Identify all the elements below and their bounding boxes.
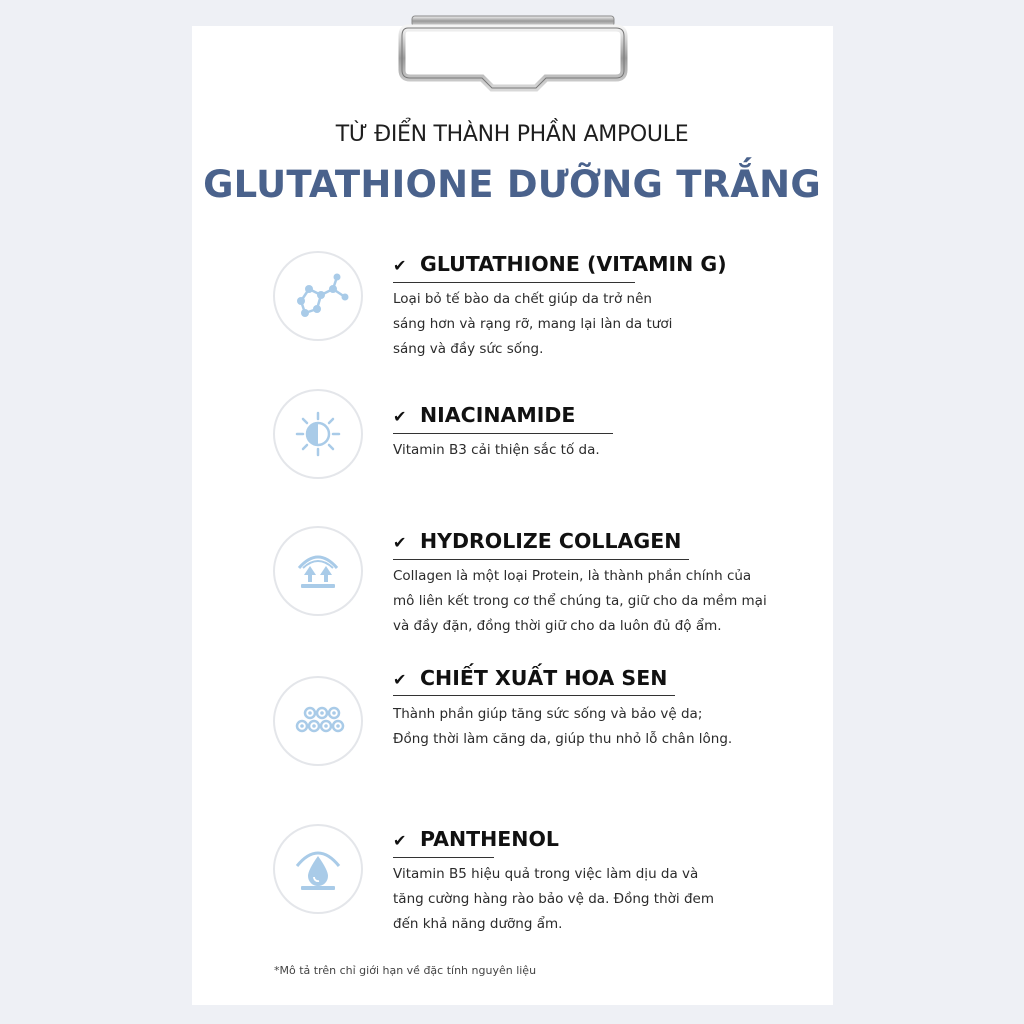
description-line: Vitamin B3 cải thiện sắc tố da.	[393, 442, 600, 458]
cells-icon	[273, 676, 363, 766]
description-line: đến khả năng dưỡng ẩm.	[393, 916, 563, 932]
page-title: GLUTATHIONE DƯỠNG TRẮNG	[203, 163, 821, 206]
description-line: Thành phần giúp tăng sức sống và bảo vệ da;	[393, 706, 703, 722]
heading-underline	[393, 857, 494, 858]
molecule-icon	[273, 251, 363, 341]
ingredient-name-text: GLUTATHIONE (VITAMIN G)	[420, 252, 727, 276]
page-subtitle: TỪ ĐIỂN THÀNH PHẦN AMPOULE	[335, 122, 689, 147]
skin-lift-icon	[273, 526, 363, 616]
description-line: Đồng thời làm căng da, giúp thu nhỏ lỗ chân lông.	[393, 731, 733, 747]
check-icon: ✔	[393, 831, 407, 850]
ingredient-description	[393, 287, 833, 362]
clipboard-clip-icon	[398, 14, 628, 92]
ingredient-name-text: HYDROLIZE COLLAGEN	[420, 529, 682, 553]
ingredient-name	[393, 403, 575, 427]
description-line: mô liên kết trong cơ thể chúng ta, giữ cho da mềm mại	[393, 593, 767, 609]
description-line: Collagen là một loại Protein, là thành phần chính của	[393, 568, 752, 584]
ingredient-name-text: NIACINAMIDE	[420, 403, 576, 427]
ingredient-name	[393, 666, 667, 690]
description-line: tăng cường hàng rào bảo vệ da. Đồng thời đem	[393, 891, 714, 907]
description-line: Loại bỏ tế bào da chết giúp da trở nên	[393, 291, 652, 307]
heading-underline	[393, 282, 635, 283]
ingredient-name	[393, 252, 727, 276]
ingredient-description	[393, 862, 833, 937]
ingredient-name	[393, 529, 681, 553]
water-drop-shield-icon	[273, 824, 363, 914]
ingredient-name-text: CHIẾT XUẤT HOA SEN	[420, 666, 668, 690]
ingredient-name-text: PANTHENOL	[420, 827, 559, 851]
check-icon: ✔	[393, 256, 407, 275]
description-line: và đầy đặn, đồng thời giữ cho da luôn đủ độ ẩm.	[393, 618, 722, 634]
description-line: sáng hơn và rạng rỡ, mang lại làn da tươi	[393, 316, 673, 332]
description-line: Vitamin B5 hiệu quả trong việc làm dịu da và	[393, 866, 699, 882]
ingredient-name	[393, 827, 559, 851]
heading-underline	[393, 559, 689, 560]
ingredient-description	[393, 702, 833, 752]
ingredient-description	[393, 564, 833, 639]
ingredient-description	[393, 438, 833, 463]
check-icon: ✔	[393, 407, 407, 426]
check-icon: ✔	[393, 670, 407, 689]
sun-brightness-icon	[273, 389, 363, 479]
heading-underline	[393, 433, 613, 434]
heading-underline	[393, 695, 675, 696]
footnote: *Mô tả trên chỉ giới hạn về đặc tính nguyên liệu	[274, 964, 537, 977]
check-icon: ✔	[393, 533, 407, 552]
description-line: sáng và đầy sức sống.	[393, 341, 544, 357]
